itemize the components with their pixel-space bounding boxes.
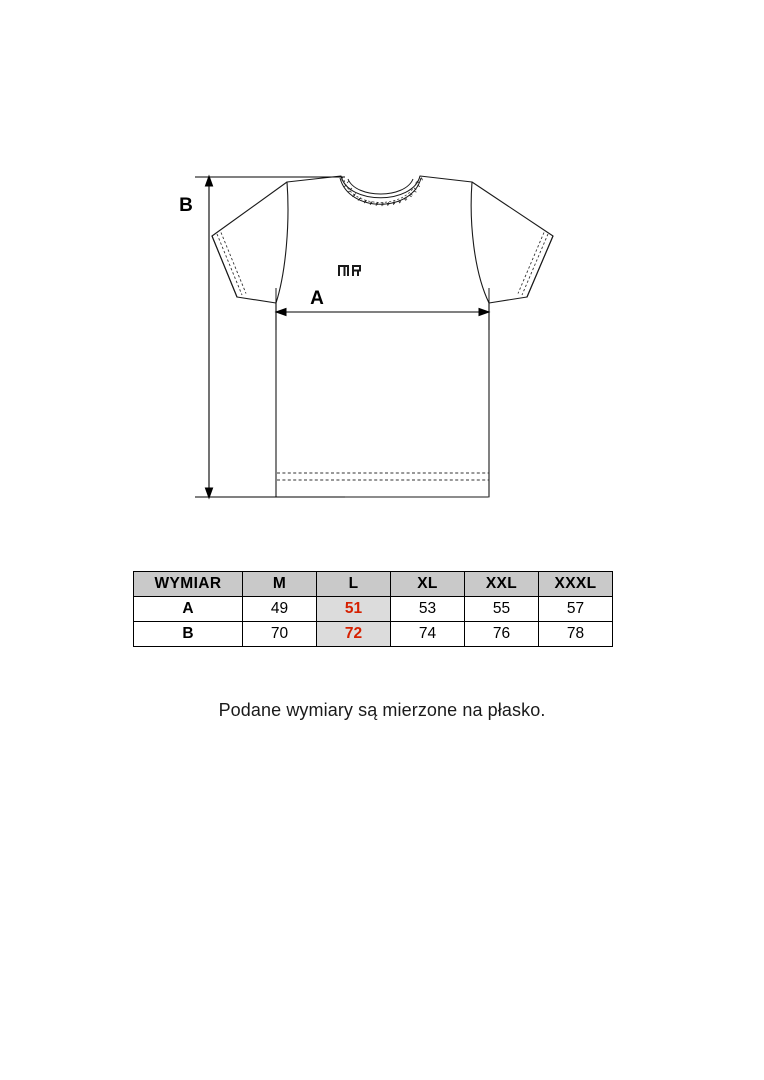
- cell-b-xxl: 76: [465, 622, 539, 647]
- garment-outline: [212, 176, 553, 497]
- header-cell-xxxl: XXXL: [539, 572, 613, 597]
- left-armhole-seam: [276, 182, 288, 303]
- dimension-b-label: B: [179, 195, 193, 216]
- table-row: [134, 597, 613, 622]
- measurement-note: Podane wymiary są mierzone na płasko.: [218, 700, 546, 720]
- collar-group: [340, 176, 422, 206]
- left-sleeve-and-body: [212, 176, 488, 497]
- cell-a-xxxl: 57: [539, 597, 613, 622]
- row-label-b: B: [134, 622, 243, 647]
- cell-a-l: 51: [317, 597, 391, 622]
- dimension-b-arrow-top: [205, 176, 212, 186]
- header-cell-m: M: [243, 572, 317, 597]
- dimension-a-arrow-left: [276, 308, 286, 315]
- hem-stitch-lines: [277, 473, 489, 480]
- dimension-a-arrow-right: [479, 308, 489, 315]
- cell-a-m: 49: [243, 597, 317, 622]
- dimension-a: [276, 288, 489, 330]
- cell-a-xl: 53: [391, 597, 465, 622]
- collar-inner-edge: [348, 179, 413, 194]
- size-chart-table: [133, 571, 613, 647]
- header-cell-xl: XL: [391, 572, 465, 597]
- cell-b-xxxl: 78: [539, 622, 613, 647]
- right-cuff-stitch-outer: [522, 234, 548, 295]
- table-row: [134, 622, 613, 647]
- cuff-stitch-lines: [217, 233, 548, 296]
- cell-b-l: 72: [317, 622, 391, 647]
- left-cuff-stitch-inner: [221, 233, 246, 294]
- row-label-a: A: [134, 597, 243, 622]
- cell-b-xl: 74: [391, 622, 465, 647]
- header-cell-wymiar: WYMIAR: [134, 572, 243, 597]
- right-sleeve-and-body: [420, 176, 553, 497]
- header-cell-l: L: [317, 572, 391, 597]
- table-header-row: [134, 572, 613, 597]
- right-cuff-edge: [527, 236, 553, 297]
- dimension-b: [195, 176, 345, 498]
- right-armhole-seam: [471, 182, 489, 303]
- size-chart-table-container: [133, 571, 605, 647]
- left-cuff-edge: [212, 236, 237, 297]
- chest-logo: [338, 265, 361, 276]
- dimension-b-arrow-bottom: [205, 488, 212, 498]
- dimension-a-label: A: [310, 288, 324, 309]
- cell-a-xxl: 55: [465, 597, 539, 622]
- header-cell-xxl: XXL: [465, 572, 539, 597]
- left-cuff-stitch-outer: [217, 234, 242, 295]
- cell-b-m: 70: [243, 622, 317, 647]
- right-cuff-stitch-inner: [518, 233, 544, 294]
